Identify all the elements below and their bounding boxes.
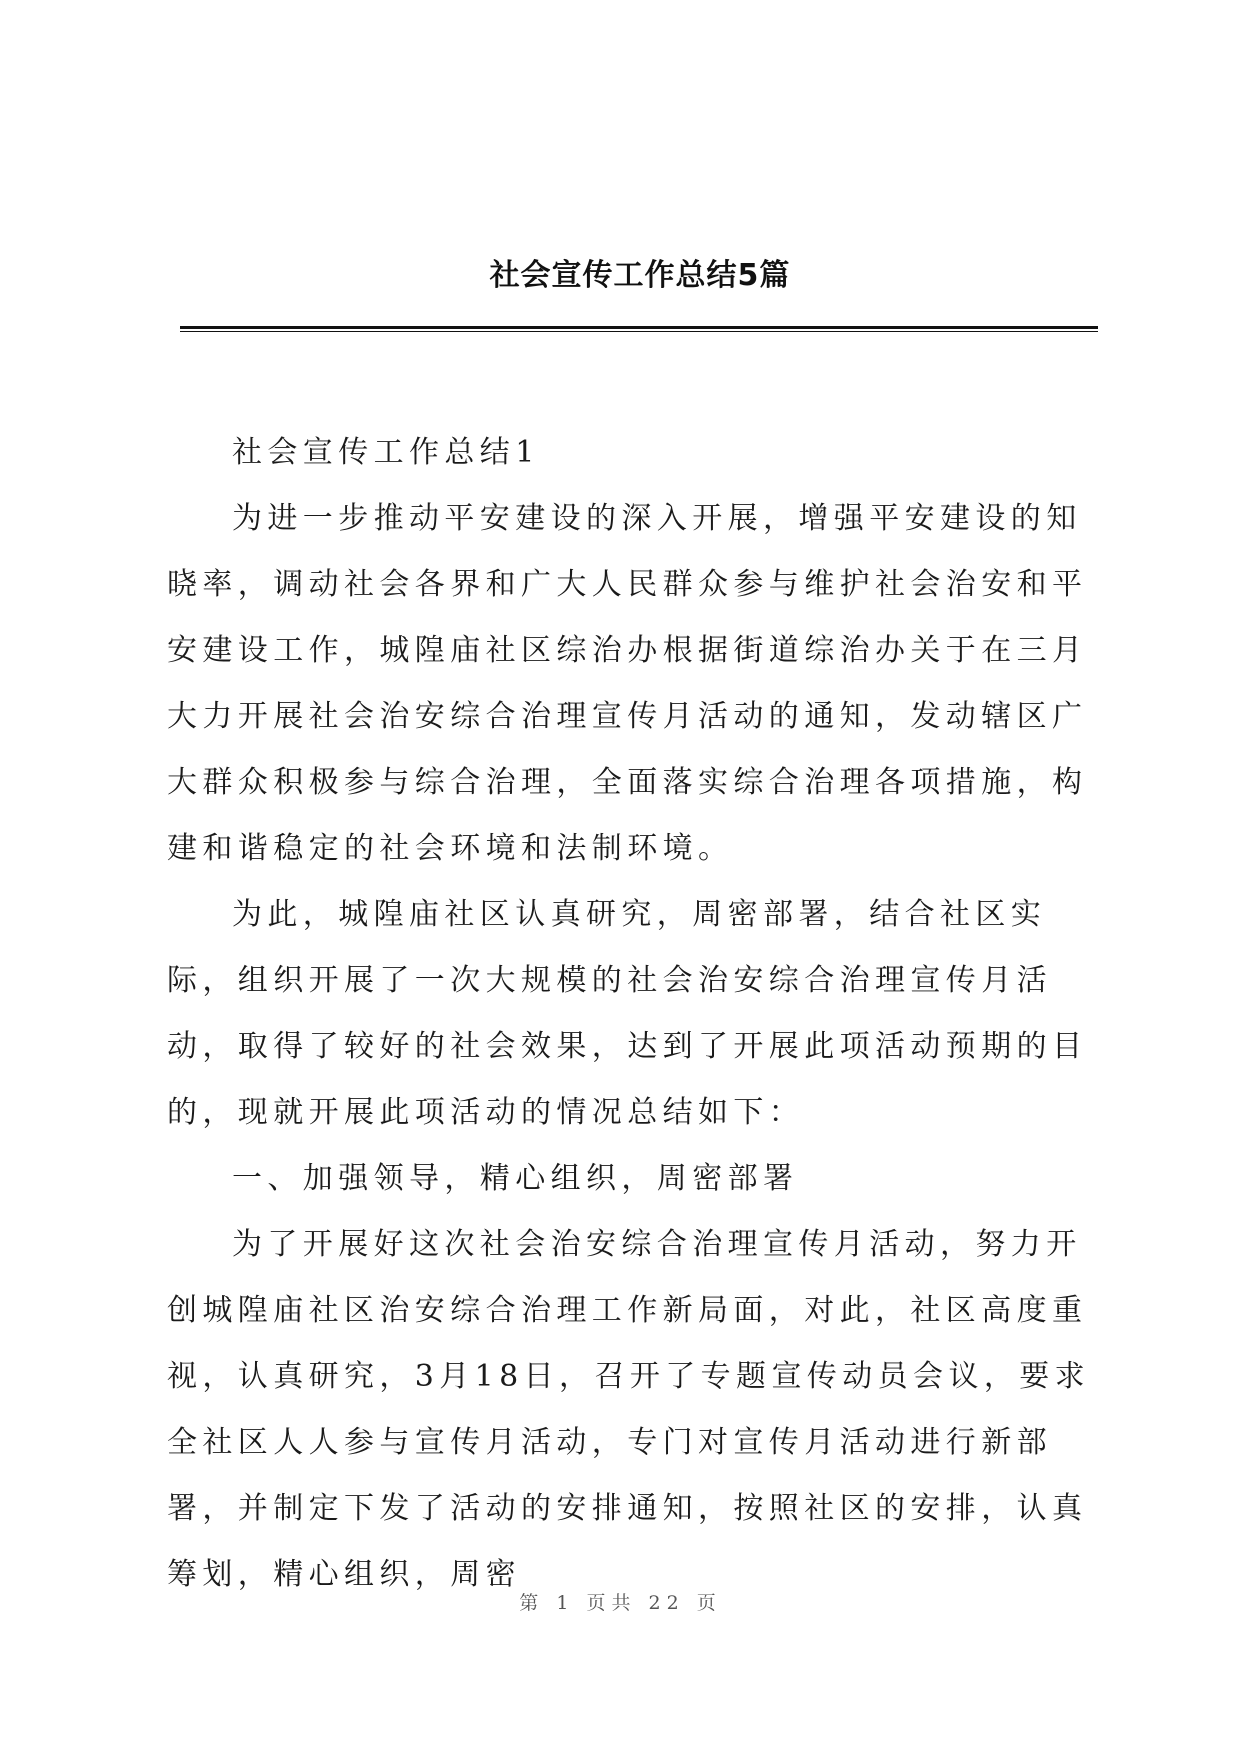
section-heading: 社会宣传工作总结1	[232, 435, 540, 470]
page-number-footer: 第 1 页共 22 页	[519, 1592, 722, 1614]
document-title: 社会宣传工作总结5篇	[489, 258, 791, 293]
body-paragraph: 为了开展好这次社会治安综合治理宣传月活动，努力开创城隍庙社区治安综合治理工作新局面，对此，社区高度重视，认真研究，3月18日，召开了专题宣传动员会议，要求全社区人人参与宣传月活动，专门对宣传月活动进行新部署，并制定下发了活动的安排通知，按照社区的安排，认真筹划，精心组织，周密	[167, 1227, 1091, 1592]
title-double-rule	[180, 326, 1098, 332]
subsection-heading: 一、加强领导，精心组织，周密部署	[232, 1161, 799, 1196]
body-paragraph: 为此，城隍庙社区认真研究，周密部署，结合社区实际，组织开展了一次大规模的社会治安综合治理宣传月活动，取得了较好的社会效果，达到了开展此项活动预期的目的，现就开展此项活动的情况总结如下：	[167, 897, 1088, 1130]
document-body	[167, 420, 1092, 1608]
body-paragraph: 为进一步推动平安建设的深入开展，增强平安建设的知晓率，调动社会各界和广大人民群众参与维护社会治安和平安建设工作，城隍庙社区综治办根据街道综治办关于在三月大力开展社会治安综合治理宣传月活动的通知，发动辖区广大群众积极参与综合治理，全面落实综合治理各项措施，构建和谐稳定的社会环境和法制环境。	[167, 501, 1088, 866]
